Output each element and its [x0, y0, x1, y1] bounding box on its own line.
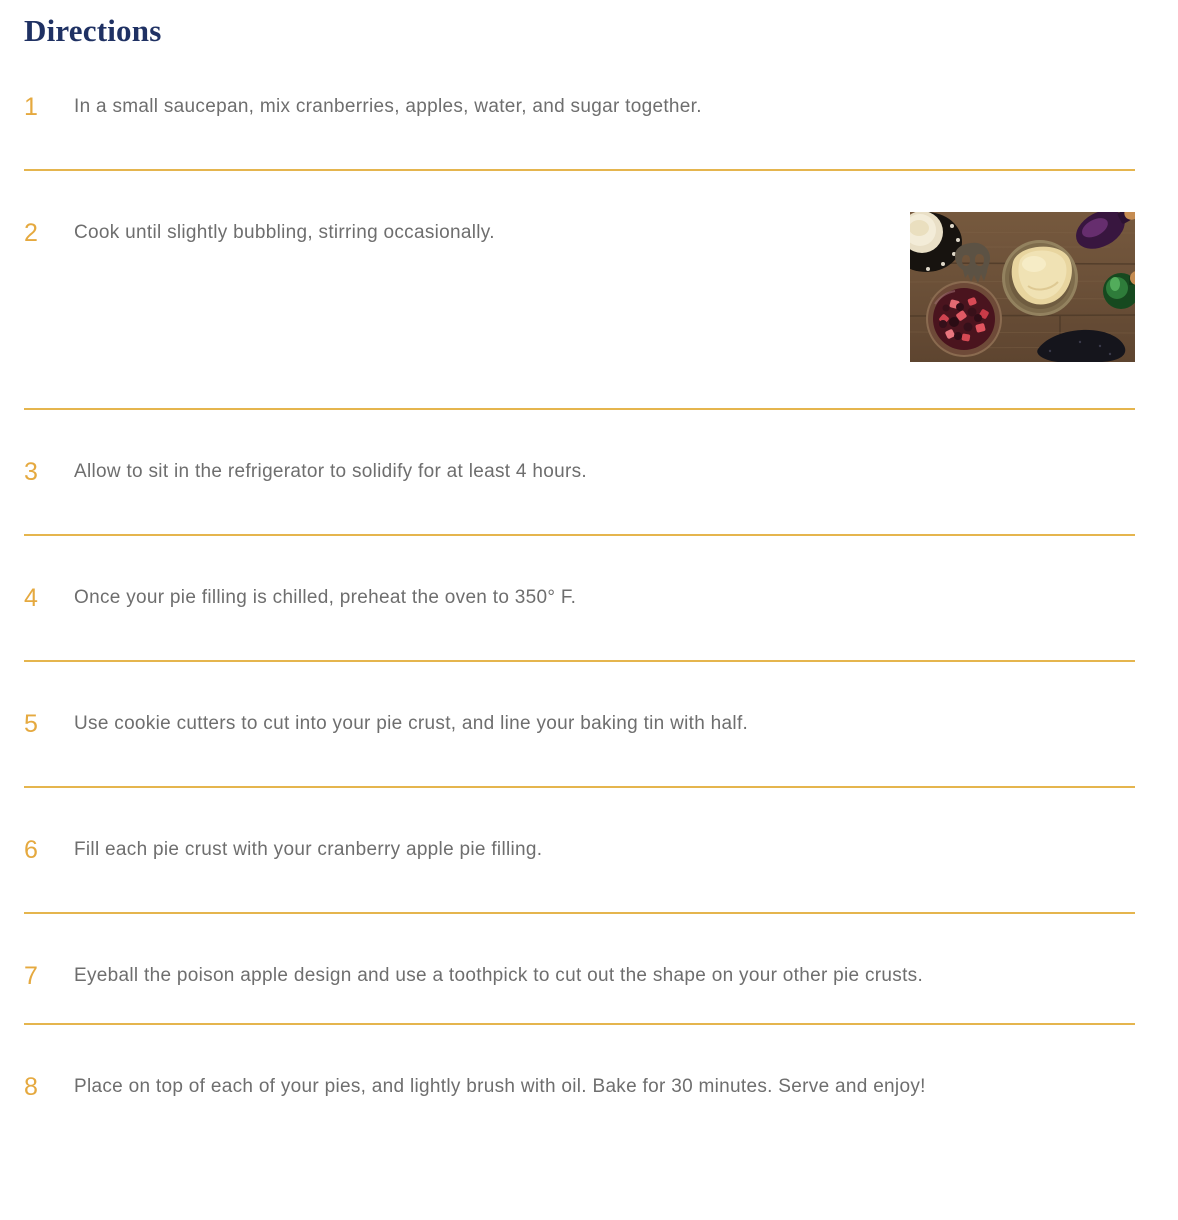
step-row-3	[24, 410, 1135, 536]
step-text: Fill each pie crust with your cranberry apple pie filling.	[74, 839, 543, 860]
step-text: In a small saucepan, mix cranberries, apples, water, and sugar together.	[74, 96, 702, 117]
step-number: 3	[24, 458, 38, 486]
ingredients-photo-illustration	[910, 212, 1135, 362]
step-row-4	[24, 536, 1135, 662]
step-row-2	[24, 171, 1135, 410]
step-row-1	[24, 48, 1135, 171]
step-number: 1	[24, 93, 38, 121]
step-number: 7	[24, 962, 38, 990]
cranberry-filling-bowl	[926, 281, 1002, 357]
step-text: Use cookie cutters to cut into your pie crust, and line your baking tin with half.	[74, 713, 749, 734]
step-number: 2	[24, 219, 38, 247]
step-row-8	[24, 1025, 1135, 1127]
step-number: 4	[24, 584, 38, 612]
step-text: Place on top of each of your pies, and lightly brush with oil. Bake for 30 minutes. Serve and enjoy!	[74, 1076, 926, 1097]
directions-section	[0, 14, 1178, 1127]
step-number: 6	[24, 836, 38, 864]
step-row-5	[24, 662, 1135, 788]
pie-dough-bowl	[1002, 240, 1078, 316]
step-text: Cook until slightly bubbling, stirring occasionally.	[74, 222, 495, 243]
ingredients-photo	[910, 212, 1135, 362]
step-text: Once your pie filling is chilled, preheat the oven to 350° F.	[74, 587, 577, 608]
directions-list	[24, 48, 1135, 1127]
page-title: Directions	[24, 13, 162, 48]
step-text: Allow to sit in the refrigerator to solidify for at least 4 hours.	[74, 461, 587, 482]
step-number: 8	[24, 1073, 38, 1101]
step-row-6	[24, 788, 1135, 914]
step-text: Eyeball the poison apple design and use a toothpick to cut out the shape on your other pie crusts.	[74, 965, 924, 986]
step-row-7	[24, 914, 1135, 1025]
step-number: 5	[24, 710, 38, 738]
